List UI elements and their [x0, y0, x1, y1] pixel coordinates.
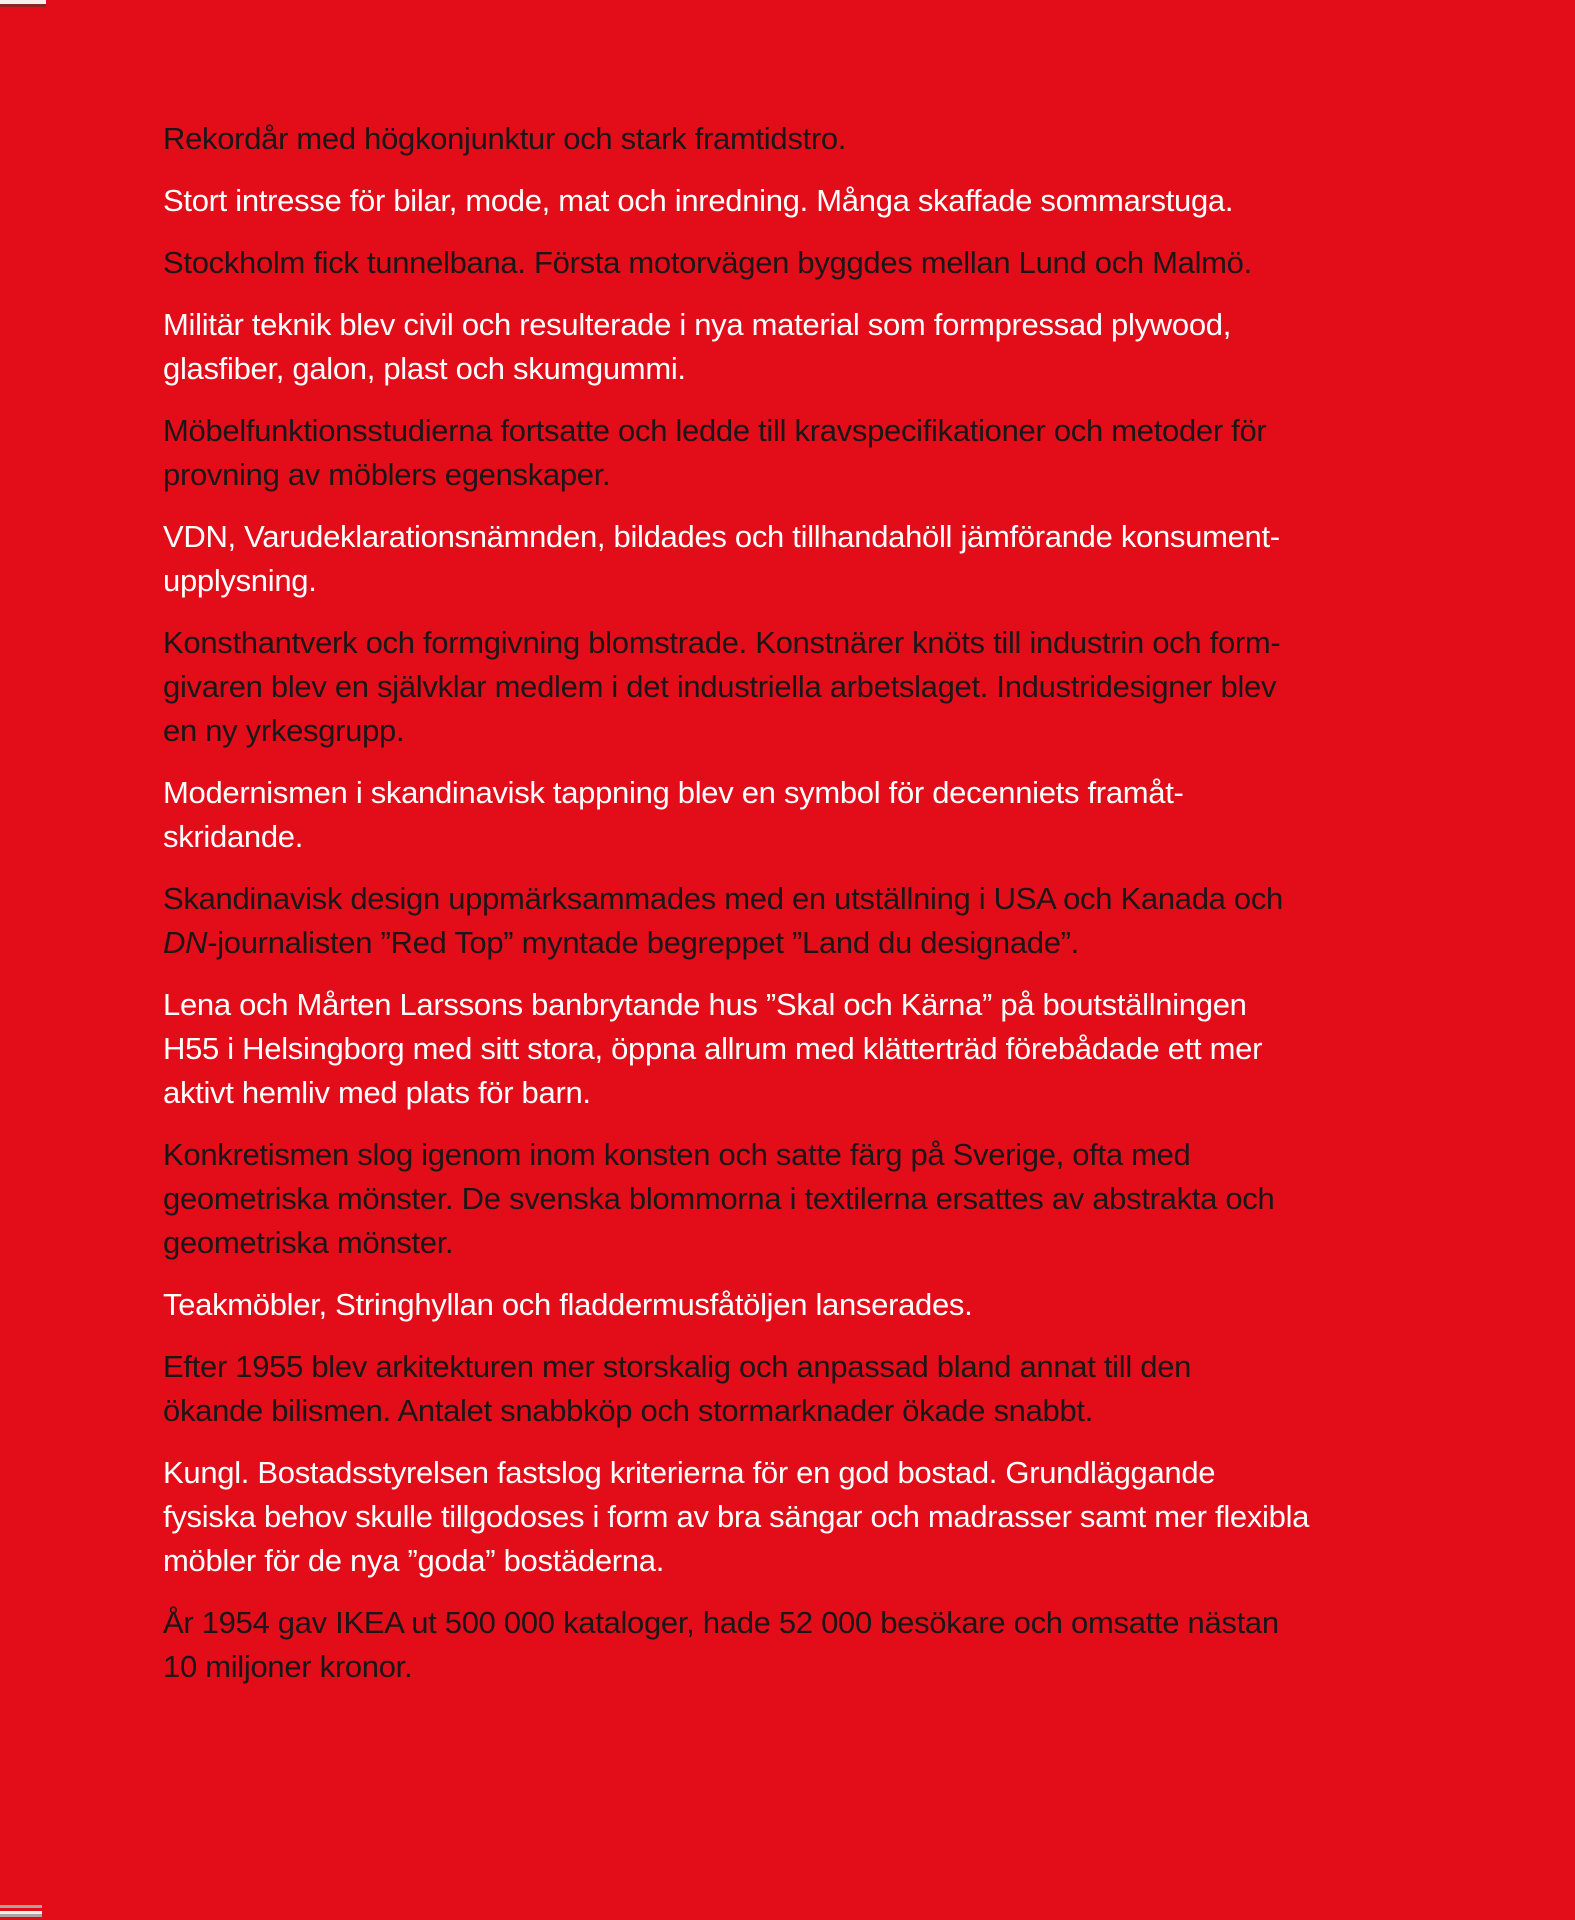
page-edge-artifact-bottom-left	[0, 1905, 42, 1917]
paragraph	[163, 409, 1493, 497]
text-line	[163, 1539, 1493, 1583]
text-segment: ökande bilismen. Antalet snabbköp och stormarknader ökade snabbt.	[163, 1393, 1094, 1428]
text-line	[163, 1283, 1493, 1327]
text-line	[163, 303, 1493, 347]
text-line	[163, 665, 1493, 709]
text-segment: givaren blev en självklar medlem i det industriella arbetslaget. Industridesigner blev	[163, 669, 1277, 704]
paragraph	[163, 241, 1493, 285]
text-line	[163, 515, 1493, 559]
text-segment: fysiska behov skulle tillgodoses i form av bra sängar och madrasser samt mer flexibla	[163, 1499, 1310, 1534]
text-segment: provning av möblers egenskaper.	[163, 457, 611, 492]
text-segment: Konsthantverk och formgivning blomstrade. Konstnärer knöts till industrin och form-	[163, 625, 1281, 660]
page-edge-artifact-top-left	[0, 0, 46, 7]
text-line	[163, 921, 1493, 965]
text-line	[163, 1451, 1493, 1495]
text-line	[163, 771, 1493, 815]
text-line	[163, 409, 1493, 453]
text-segment: Kungl. Bostadsstyrelsen fastslog kriterierna för en god bostad. Grundläggande	[163, 1455, 1216, 1490]
text-line	[163, 453, 1493, 497]
text-line	[163, 347, 1493, 391]
text-segment: Stockholm fick tunnelbana. Första motorvägen byggdes mellan Lund och Malmö.	[163, 245, 1252, 280]
text-segment: Konkretismen slog igenom inom konsten och satte färg på Sverige, ofta med	[163, 1137, 1191, 1172]
text-line	[163, 709, 1493, 753]
text-line	[163, 983, 1493, 1027]
text-line	[163, 1221, 1493, 1265]
paragraph	[163, 1601, 1493, 1689]
artifact-stripe	[0, 1914, 42, 1917]
text-line	[163, 877, 1493, 921]
paragraph	[163, 1283, 1493, 1327]
text-segment: en ny yrkesgrupp.	[163, 713, 405, 748]
text-line	[163, 1027, 1493, 1071]
text-segment: 10 miljoner kronor.	[163, 1649, 413, 1684]
text-segment: Efter 1955 blev arkitekturen mer storskalig och anpassad bland annat till den	[163, 1349, 1192, 1384]
text-segment: Modernismen i skandinavisk tappning blev en symbol för decenniets framåt-	[163, 775, 1184, 810]
text-line	[163, 559, 1493, 603]
paragraph	[163, 117, 1493, 161]
text-segment: Teakmöbler, Stringhyllan och fladdermusfåtöljen lanserades.	[163, 1287, 973, 1322]
paragraph	[163, 1451, 1493, 1583]
text-segment: H55 i Helsingborg med sitt stora, öppna allrum med klätterträd förebådade ett mer	[163, 1031, 1263, 1066]
paragraph	[163, 303, 1493, 391]
text-segment: upplysning.	[163, 563, 317, 598]
text-segment: Möbelfunktionsstudierna fortsatte och ledde till kravspecifikationer och metoder för	[163, 413, 1267, 448]
paragraph	[163, 771, 1493, 859]
paragraph	[163, 1133, 1493, 1265]
text-segment: geometriska mönster. De svenska blommorna i textilerna ersattes av abstrakta och	[163, 1181, 1275, 1216]
artifact-stripe	[0, 4, 46, 7]
text-line	[163, 179, 1493, 223]
italic-text-segment: DN	[163, 925, 208, 960]
text-line	[163, 241, 1493, 285]
paragraph	[163, 179, 1493, 223]
paragraph	[163, 1345, 1493, 1433]
text-block	[163, 117, 1493, 1707]
paragraph	[163, 515, 1493, 603]
text-segment: glasfiber, galon, plast och skumgummi.	[163, 351, 686, 386]
text-segment: aktivt hemliv med plats för barn.	[163, 1075, 591, 1110]
text-line	[163, 1645, 1493, 1689]
text-segment: skridande.	[163, 819, 304, 854]
text-segment: Rekordår med högkonjunktur och stark framtidstro.	[163, 121, 847, 156]
text-line	[163, 1495, 1493, 1539]
text-segment: Skandinavisk design uppmärksammades med en utställning i USA och Kanada och	[163, 881, 1283, 916]
text-line	[163, 1389, 1493, 1433]
text-line	[163, 1345, 1493, 1389]
text-segment: -journalisten ”Red Top” myntade begreppet ”Land du designade”.	[207, 925, 1079, 960]
text-segment: möbler för de nya ”goda” bostäderna.	[163, 1543, 665, 1578]
paragraph	[163, 877, 1493, 965]
text-segment: VDN, Varudeklarationsnämnden, bildades och tillhandahöll jämförande konsument-	[163, 519, 1280, 554]
text-line	[163, 1177, 1493, 1221]
text-segment: År 1954 gav IKEA ut 500 000 kataloger, hade 52 000 besökare och omsatte nästan	[163, 1605, 1279, 1640]
text-line	[163, 117, 1493, 161]
text-line	[163, 1071, 1493, 1115]
paragraph	[163, 621, 1493, 753]
text-line	[163, 1133, 1493, 1177]
text-line	[163, 1601, 1493, 1645]
text-line	[163, 621, 1493, 665]
text-segment: Lena och Mårten Larssons banbrytande hus ”Skal och Kärna” på boutställningen	[163, 987, 1247, 1022]
text-segment: Militär teknik blev civil och resulterade i nya material som formpressad plywood,	[163, 307, 1232, 342]
text-segment: Stort intresse för bilar, mode, mat och inredning. Många skaffade sommarstuga.	[163, 183, 1234, 218]
paragraph	[163, 983, 1493, 1115]
text-line	[163, 815, 1493, 859]
text-segment: geometriska mönster.	[163, 1225, 454, 1260]
